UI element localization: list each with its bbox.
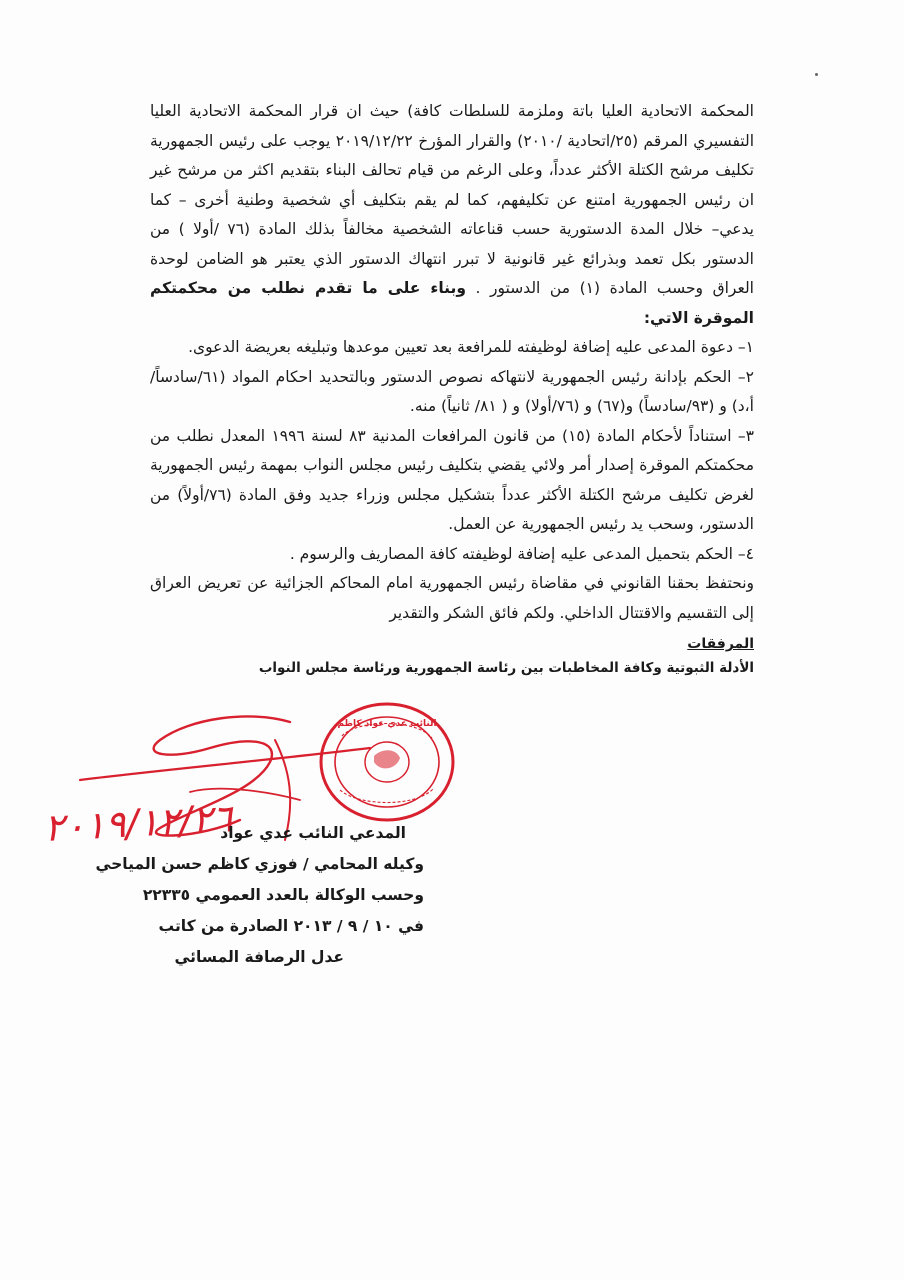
request-item-3: ٣– استناداً لأحكام المادة (١٥) من قانون المرافعات المدنية ٨٣ لسنة ١٩٩٦ المعدل نطلب من محكمتكم الموقرة إصدار أمر ولائي يقضي بتكليف رئيس مجلس النواب بمهمة رئيس الجمهورية لغرض تكليف مرشح الكتلة الأكثر عدداً بتشكيل مجلس وزراء جديد وفق المادة (٧٦/أولاً) من الدستور، وسحب يد رئيس الجمهورية عن العمل.	[150, 426, 755, 533]
stamp-text: النائب عدي عواد كاظم	[337, 719, 437, 729]
petition-body	[150, 97, 754, 680]
closing-paragraph: ونحتفظ بحقنا القانوني في مقاضاة رئيس الجمهورية امام المحاكم الجزائية عن تعريض العراق إلى التقسيم والاقتتال الداخلي. ولكم فائق الشكر والتقدير	[150, 574, 754, 622]
attachments-label: المرفقات	[687, 636, 754, 652]
power-of-attorney-date: في ١٠ / ٩ / ٢٠١٣ الصادرة من كاتب	[158, 917, 424, 935]
power-of-attorney-number: وحسب الوكالة بالعدد العمومي ٢٢٣٣٥	[142, 886, 424, 904]
attorney-name: وكيله المحامي / فوزي كاظم حسن المياحي	[95, 855, 424, 873]
intro-request-heading: وبناء على ما تقدم نطلب من محكمتكم الموقرة الاتي:	[150, 279, 754, 327]
plaintiff-name: المدعي النائب عدي عواد	[220, 824, 406, 842]
intro-paragraph	[150, 97, 754, 333]
official-stamp	[312, 696, 462, 831]
request-item-1: ١– دعوة المدعى عليه إضافة لوظيفته للمرافعة بعد تعيين موعدها وتبليغه بعريضة الدعوى.	[188, 338, 754, 356]
notary-office: عدل الرصافة المسائي	[174, 948, 344, 966]
request-item-2: ٢– الحكم بإدانة رئيس الجمهورية لانتهاكه نصوص الدستور وبالتحديد احكام المواد (٦١/سادساً/أ،د) و (٩٣/سادساً) و(٦٧) و (٧٦/أولا) و ( ٨١/ ثانياً) منه.	[150, 367, 754, 415]
request-item-4: ٤– الحكم بتحميل المدعى عليه إضافة لوظيفته كافة المصاريف والرسوم .	[289, 544, 754, 563]
intro-regular-text: المحكمة الاتحادية العليا باتة وملزمة للسلطات كافة) حيث ان قرار المحكمة الاتحادية العليا التفسيري المرقم (٢٥/اتحادية /٢٠١٠) والقرار المؤرخ ٢٠١٩/١٢/٢٢ يوجب على رئيس الجمهورية تكليف مرشح الكتلة الأكثر عدداً، وعلى الرغم من قيام تحالف البناء بتقديم اكثر من مرشح غير ان رئيس الجمهورية امتنع عن تكليفهم، كما لم يقم بتكليف أي شخصية وطنية أخرى – كما يدعي– خلال المدة الدستورية حسب قناعاته الشخصية مخالفاً بذلك المادة (٧٦ /أولا ) من الدستور بكل تعمد وبذرائع غير قانونية لا تبرر انتهاك الدستور الذي يعتبر هو الضامن لوحدة العراق وحسب المادة (١) من الدستور .	[150, 102, 755, 297]
attachments-text: الأدلة الثبوتية وكافة المخاطبات بين رئاسة الجمهورية ورئاسة مجلس النواب	[258, 660, 754, 676]
handwritten-date: ٢٠١٩/١٢/٢٦	[42, 796, 234, 850]
scan-speck	[815, 73, 818, 76]
signature-block	[84, 818, 424, 973]
